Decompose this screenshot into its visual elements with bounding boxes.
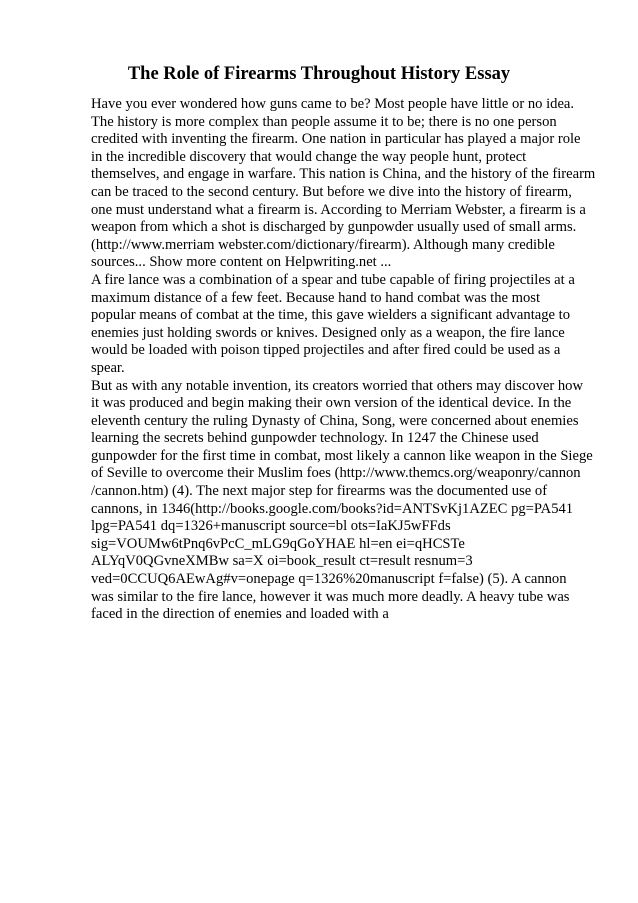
body-line: eleventh century the ruling Dynasty of China, Song, were concerned about enemies <box>91 412 579 429</box>
body-line: /cannon.htm) (4). The next major step for firearms was the documented use of <box>91 483 548 500</box>
document-body <box>91 96 611 624</box>
body-line: one must understand what a firearm is. According to Merriam Webster, a firearm is a <box>91 201 586 218</box>
body-line: it was produced and begin making their own version of the identical device. In the <box>91 395 572 412</box>
body-line: gunpowder for the first time in combat, most likely a cannon like weapon in the Siege <box>91 447 593 464</box>
body-line: cannons, in 1346(http://books.google.com/books?id=ANTSvKj1AZEC pg=PA541 <box>91 500 574 517</box>
body-line: lpg=PA541 dq=1326+manuscript source=bl ots=IaKJ5wFFds <box>91 518 451 535</box>
body-line: Have you ever wondered how guns came to be? Most people have little or no idea. <box>91 96 575 112</box>
body-line: of Seville to overcome their Muslim foes (http://www.themcs.org/weaponry/cannon <box>91 465 581 482</box>
body-line: maximum distance of a few feet. Because hand to hand combat was the most <box>91 289 541 306</box>
body-line: The history is more complex than people assume it to be; there is no one person <box>91 113 557 130</box>
body-line: enemies just holding swords or knives. Designed only as a weapon, the fire lance <box>91 324 565 341</box>
body-line: credited with inventing the firearm. One nation in particular has played a major role <box>91 131 581 148</box>
body-line: (http://www.merriam webster.com/dictionary/firearm). Although many credible <box>91 236 555 253</box>
body-line: themselves, and engage in warfare. This nation is China, and the history of the firearm <box>91 166 596 183</box>
body-line: learning the secrets behind gunpowder technology. In 1247 the Chinese used <box>91 430 539 447</box>
body-line: But as with any notable invention, its creators worried that others may discover how <box>91 377 584 394</box>
body-line: was similar to the fire lance, however it was much more deadly. A heavy tube was <box>91 588 570 605</box>
body-line: spear. <box>91 359 125 376</box>
body-line: sources... Show more content on Helpwriting.net ... <box>91 254 392 271</box>
body-line: popular means of combat at the time, this gave wielders a significant advantage to <box>91 307 571 324</box>
body-line: ved=0CCUQ6AEwAg#v=onepage q=1326%20manuscript f=false) (5). A cannon <box>91 571 567 588</box>
body-line: faced in the direction of enemies and loaded with a <box>91 606 389 623</box>
document-title: The Role of Firearms Throughout History Essay <box>127 64 511 84</box>
body-line: weapon from which a shot is discharged by gunpowder usually used of small arms. <box>91 219 577 236</box>
body-line: in the incredible discovery that would change the way people hunt, protect <box>91 148 527 165</box>
body-line: would be loaded with poison tipped projectiles and after fired could be used as a <box>91 342 561 359</box>
body-line: sig=VOUMw6tPnq6vPcC_mLG9qGoYHAE hl=en ei=qHCSTe <box>91 535 465 552</box>
body-line: can be traced to the second century. But before we dive into the history of firearm, <box>91 183 572 200</box>
body-line: A fire lance was a combination of a spear and tube capable of firing projectiles at a <box>91 271 575 288</box>
body-line: ALYqV0QGvneXMBw sa=X oi=book_result ct=result resnum=3 <box>91 553 473 570</box>
